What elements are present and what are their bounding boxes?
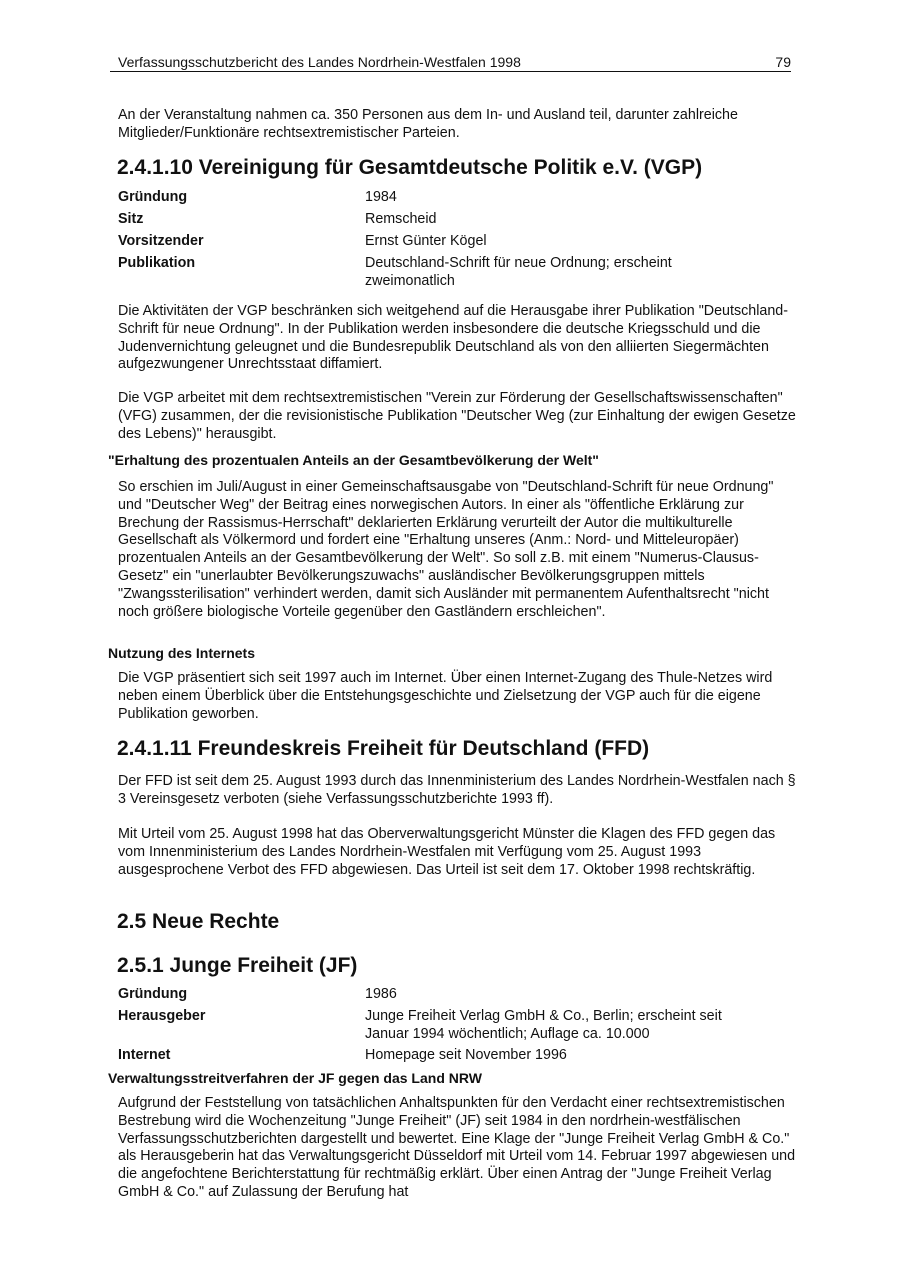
fact-label: Gründung	[118, 986, 188, 1002]
vgp-paragraph-4: Die VGP präsentiert sich seit 1997 auch im Internet. Über einen Internet-Zugang des Thule-Netzes wird neben einem Überblick über die Entstehungsgeschichte und Zielsetzung der VGP auch für die eigene Publikation geworben.	[118, 670, 773, 722]
fact-value: Ernst Günter Kögel	[365, 233, 487, 249]
jf-paragraph-1: Aufgrund der Feststellung von tatsächlichen Anhaltspunkten für den Verdacht einer rechtsextremistischen Bestrebung wird die Wochenzeitung "Junge Freiheit" (JF) seit 1984 in den nordrhein-westfälischen Verfassungsschutzberichten dargestellt und bewertet. Eine Klage der "Junge Freiheit Verlag GmbH & Co." als Herausgeberin hat das Verwaltungsgericht Düsseldorf mit Urteil vom 14. Februar 1997 abgewiesen und die angefochtene Berichterstattung für rechtmäßig erklärt. Über einen Antrag der "Junge Freiheit Verlag GmbH & Co." auf Zulassung der Berufung hat	[118, 1095, 796, 1200]
page-number: 79	[775, 54, 791, 70]
fact-label: Sitz	[118, 211, 144, 227]
fact-value: Homepage seit November 1996	[365, 1047, 567, 1063]
header-title: Verfassungsschutzbericht des Landes Nordrhein-Westfalen 1998	[118, 54, 521, 70]
intro-paragraph: An der Veranstaltung nahmen ca. 350 Personen aus dem In- und Ausland teil, darunter zahlreiche Mitglieder/Funktionäre rechtsextremistischer Parteien.	[118, 107, 738, 141]
ffd-paragraph-1: Der FFD ist seit dem 25. August 1993 durch das Innenministerium des Landes Nordrhein-Westfalen nach § 3 Vereinsgesetz verboten (siehe Verfassungsschutzberichte 1993 ff).	[118, 773, 796, 807]
fact-value: Deutschland-Schrift für neue Ordnung; erscheint zweimonatlich	[365, 255, 672, 289]
fact-label: Internet	[118, 1047, 171, 1063]
fact-label: Vorsitzender	[118, 233, 204, 249]
fact-label: Publikation	[118, 255, 196, 271]
fact-value: Junge Freiheit Verlag GmbH & Co., Berlin; erscheint seit Januar 1994 wöchentlich; Auflage ca. 10.000	[365, 1008, 722, 1042]
section-heading-jf: 2.5.1 Junge Freiheit (JF)	[117, 954, 358, 977]
section-heading-ffd: 2.4.1.11 Freundeskreis Freiheit für Deutschland (FFD)	[117, 737, 650, 760]
subheading-internet: Nutzung des Internets	[108, 645, 256, 661]
vgp-paragraph-3: So erschien im Juli/August in einer Gemeinschaftsausgabe von "Deutschland-Schrift für neue Ordnung" und "Deutscher Weg" der Beitrag eines norwegischen Autors. In einer als "öffentliche Erklärung zur Brechung der Rassismus-Herrschaft" deklarierten Erklärung verurteilt der Autor die multikulturelle Gesellschaft als Völkermord und fordert eine "Erhaltung unseres (Anm.: Nord- und Mitteleuropäer) prozentualen Anteils an der Gesamtbevölkerung der Welt". So soll z.B. mit einem "Numerus-Clausus-Gesetz" ein "unerlaubter Bevölkerungszuwachs" ausländischer Bevölkerungsgruppen mittels "Zwangssterilisation" verhindert werden, damit sich Ausländer mit permanentem Aufenthaltsrecht "nicht noch größere biologische Vorteile gegenüber den Gastländern erschleichen".	[118, 479, 774, 620]
section-heading-neue-rechte: 2.5 Neue Rechte	[117, 910, 280, 933]
ffd-paragraph-2: Mit Urteil vom 25. August 1998 hat das Oberverwaltungsgericht Münster die Klagen des FFD gegen das vom Innenministerium des Landes Nordrhein-Westfalen mit Verfügung vom 25. August 1993 ausgesprochene Verbot des FFD abgewiesen. Das Urteil ist seit dem 17. Oktober 1998 rechtskräftig.	[118, 826, 776, 878]
fact-value: Remscheid	[365, 211, 437, 227]
fact-value: 1986	[365, 986, 397, 1002]
running-header	[110, 51, 791, 72]
section-heading-vgp: 2.4.1.10 Vereinigung für Gesamtdeutsche Politik e.V. (VGP)	[117, 156, 703, 179]
vgp-paragraph-2: Die VGP arbeitet mit dem rechtsextremistischen "Verein zur Förderung der Gesellschaftswissenschaften" (VFG) zusammen, der die revisionistische Publikation "Deutscher Weg (zur Einhaltung der ewigen Gesetze des Lebens)" herausgibt.	[118, 390, 796, 442]
subheading-verwaltungsstreit: Verwaltungsstreitverfahren der JF gegen das Land NRW	[108, 1070, 482, 1086]
vgp-paragraph-1: Die Aktivitäten der VGP beschränken sich weitgehend auf die Herausgabe ihrer Publikation "Deutschland-Schrift für neue Ordnung". In der Publikation werden insbesondere die deutsche Kriegsschuld und die Judenvernichtung geleugnet und die Bundesrepublik Deutschland als von den alliierten Siegermächten aufgezwungener Unrechtsstaat diffamiert.	[118, 303, 789, 373]
fact-value: 1984	[365, 189, 397, 205]
fact-label: Gründung	[118, 189, 188, 205]
subheading-erhaltung: "Erhaltung des prozentualen Anteils an der Gesamtbevölkerung der Welt"	[108, 452, 599, 468]
fact-label: Herausgeber	[118, 1008, 206, 1024]
